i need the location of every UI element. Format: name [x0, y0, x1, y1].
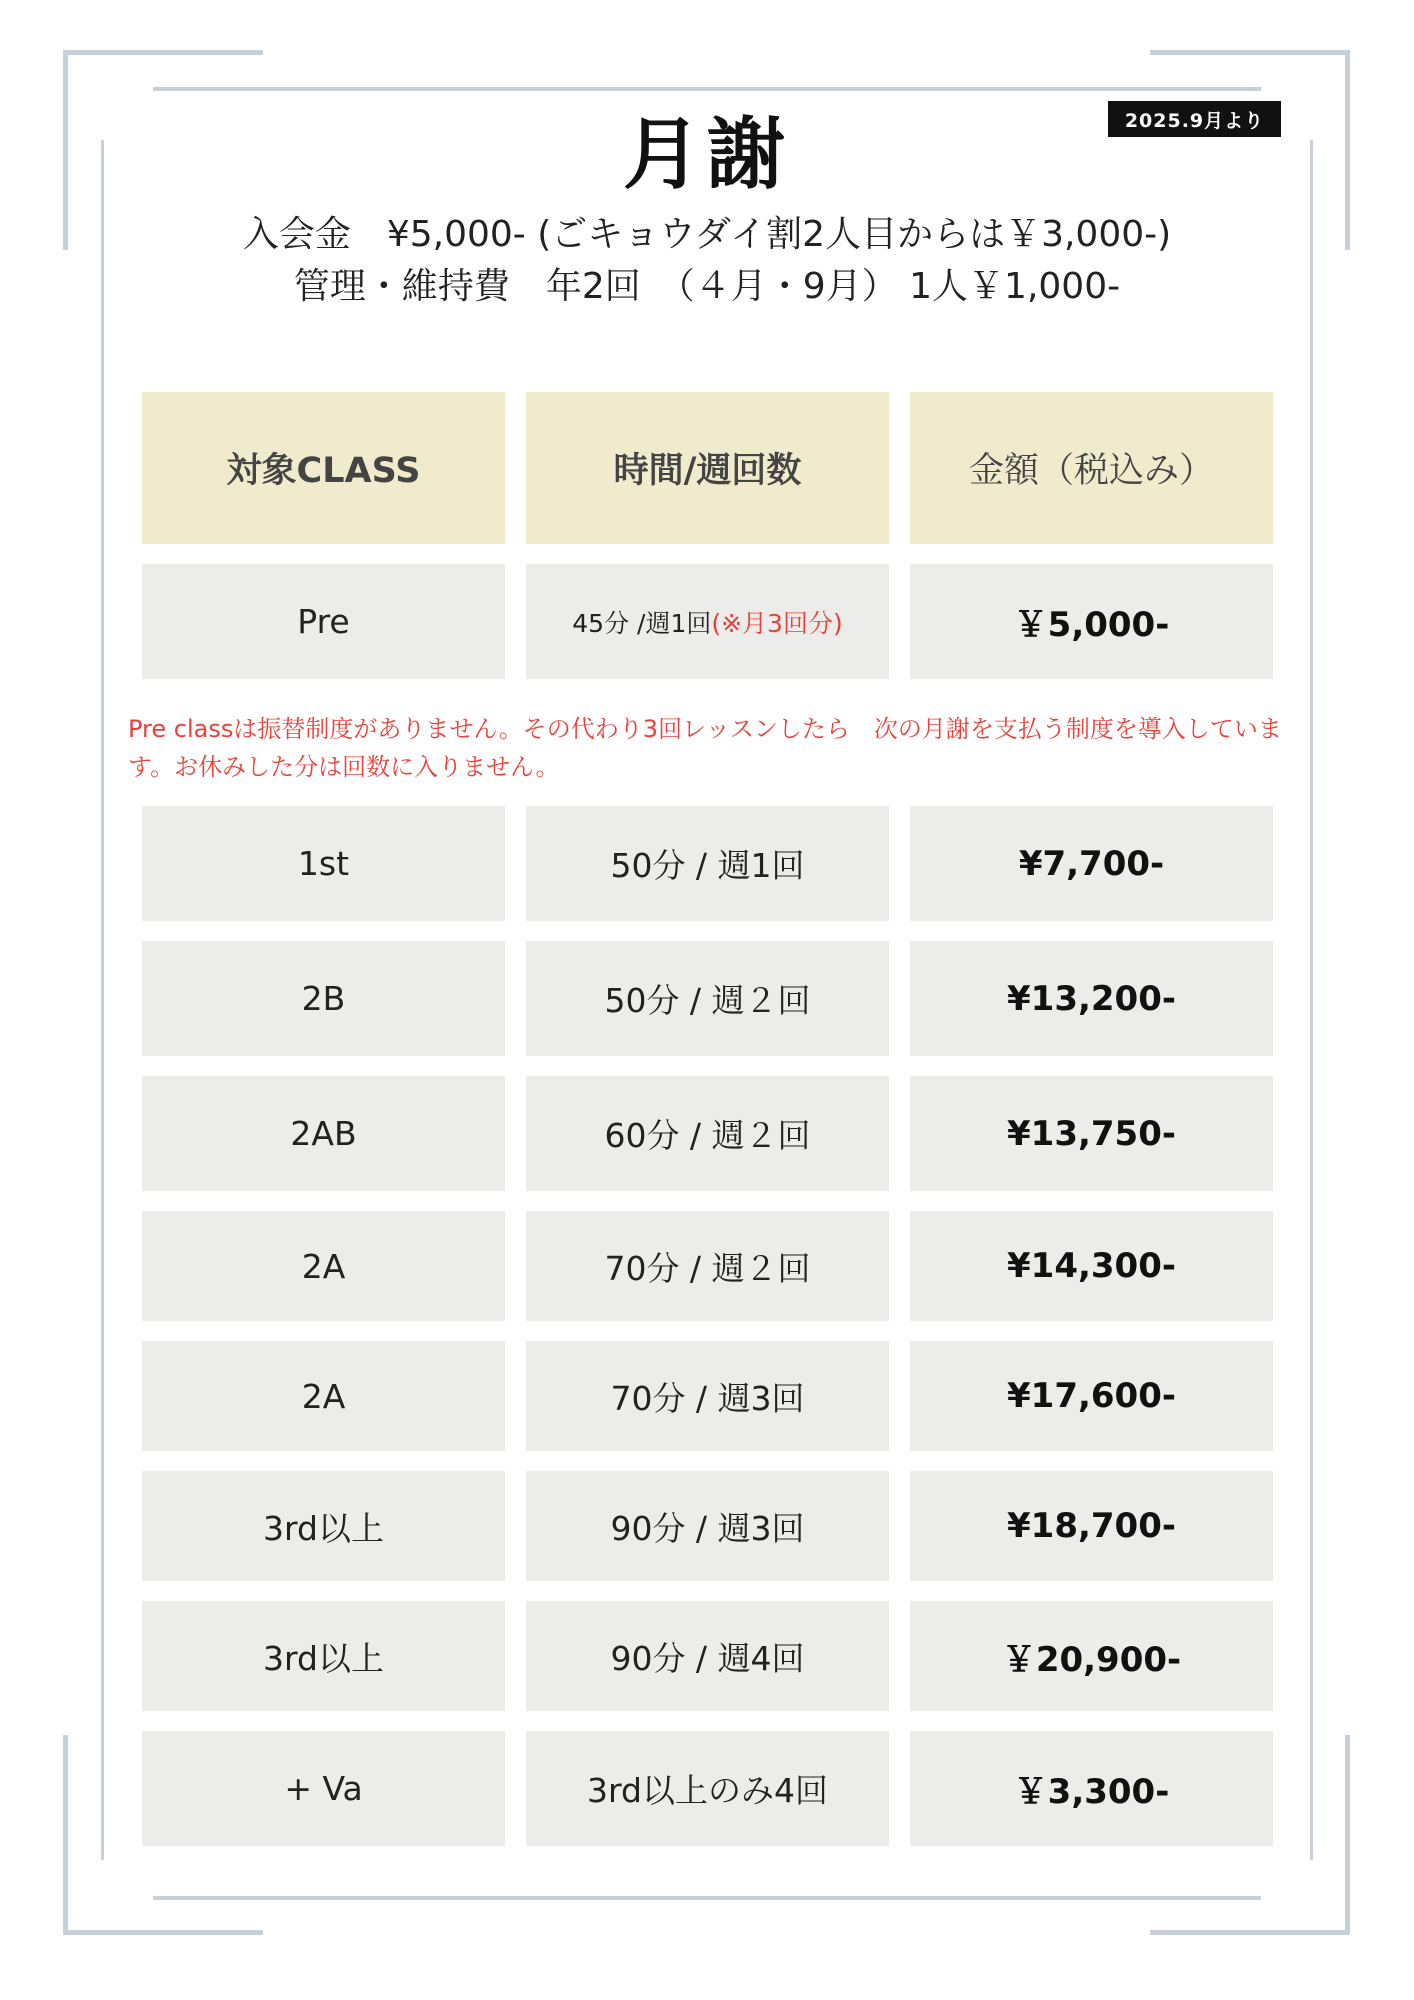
frame-line	[63, 50, 263, 55]
row-3rd-time: 90分 / 週3回	[526, 1471, 889, 1581]
row-2ab-class: 2AB	[142, 1076, 505, 1191]
row-2a-class: 2A	[142, 1211, 505, 1321]
row-1st-class: 1st	[142, 806, 505, 921]
maintenance-fee-line: 管理・維持費 年2回 （４月・9月） 1人￥1,000-	[293, 266, 1121, 307]
row-2ab-time: 60分 / 週２回	[526, 1076, 889, 1191]
header-price: 金額（税込み）	[910, 392, 1273, 544]
row-va-class: + Va	[142, 1731, 505, 1846]
pre-class-cell: Pre	[142, 564, 505, 679]
pre-time-text: 45分 /週1回	[572, 608, 712, 638]
row-va-time: 3rd以上のみ4回	[526, 1731, 889, 1846]
row-3rd-price: ¥18,700-	[910, 1471, 1273, 1581]
frame-line	[1150, 50, 1350, 55]
row-2a-3x-price: ¥17,600-	[910, 1341, 1273, 1451]
row-2a-3x-class: 2A	[142, 1341, 505, 1451]
row-2a-3x-time: 70分 / 週3回	[526, 1341, 889, 1451]
row-2b-time: 50分 / 週２回	[526, 941, 889, 1056]
frame-line	[101, 140, 104, 1860]
row-3rd-class: 3rd以上	[142, 1471, 505, 1581]
row-3rd-4x-class: 3rd以上	[142, 1601, 505, 1711]
row-3rd-4x-price: ￥20,900-	[910, 1601, 1273, 1711]
effective-date-badge: 2025.9月より	[1108, 101, 1281, 137]
frame-line	[63, 1930, 263, 1935]
pre-price-cell: ￥5,000-	[910, 564, 1273, 679]
frame-line	[1310, 140, 1313, 1860]
enrollment-fee-line: 入会金 ¥5,000- (ごキョウダイ割2人目からは￥3,000-)	[242, 214, 1172, 255]
page-title: 月謝	[622, 110, 791, 200]
row-2b-class: 2B	[142, 941, 505, 1056]
header-time: 時間/週回数	[526, 392, 889, 544]
row-2a-price: ¥14,300-	[910, 1211, 1273, 1321]
row-2b-price: ¥13,200-	[910, 941, 1273, 1056]
pre-time-cell	[526, 564, 889, 679]
row-1st-time: 50分 / 週1回	[526, 806, 889, 921]
row-2ab-price: ¥13,750-	[910, 1076, 1273, 1191]
frame-line	[1150, 1930, 1350, 1935]
pre-time-note: (※月3回分)	[711, 608, 843, 638]
row-1st-price: ¥7,700-	[910, 806, 1273, 921]
frame-line	[153, 87, 1261, 91]
row-2a-time: 70分 / 週２回	[526, 1211, 889, 1321]
frame-line	[153, 1896, 1261, 1900]
header-class: 対象CLASS	[142, 392, 505, 544]
row-3rd-4x-time: 90分 / 週4回	[526, 1601, 889, 1711]
frame-line	[1345, 1735, 1350, 1935]
frame-line	[63, 1735, 68, 1935]
pre-class-note: Pre classは振替制度がありません。その代わり3回レッスンしたら 次の月謝を支払う制度を導入しています。お休みした分は回数に入りません。	[128, 715, 1282, 781]
row-va-price: ￥3,300-	[910, 1731, 1273, 1846]
